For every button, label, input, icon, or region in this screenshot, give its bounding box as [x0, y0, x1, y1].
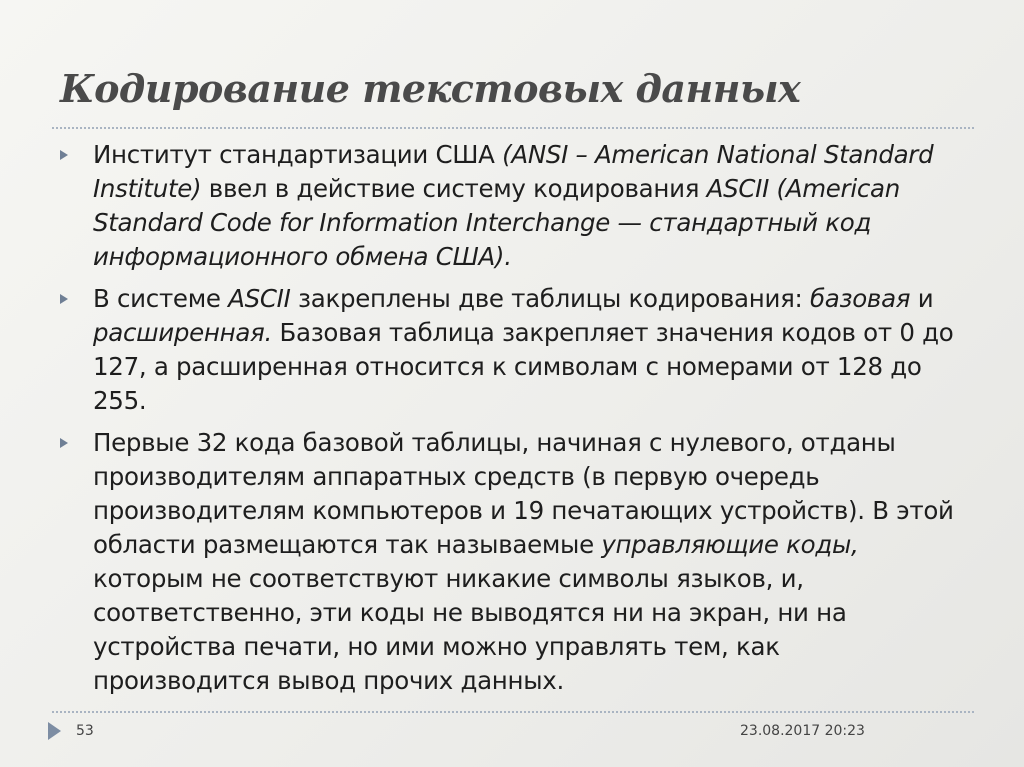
bullet-text-segment: закреплены две таблицы кодирования:: [290, 284, 810, 313]
bullet-text-segment: расширенная.: [93, 318, 272, 347]
bullet-list: [60, 138, 960, 706]
bullet-triangle-icon: [60, 150, 68, 160]
bullet-text-segment: (ANSI – American National Standard Institute): [93, 140, 934, 203]
bullet-item: [60, 426, 960, 698]
slide-date: 23.08.2017 20:23: [740, 723, 865, 739]
bullet-text-segment: ввел в действие систему кодирования: [201, 174, 707, 203]
bullet-text-segment: ASCII (American Standard Code for Information Interchange — стандартный код информационного обмена США).: [93, 174, 900, 271]
bullet-text-segment: Базовая таблица закрепляет значения кодов от 0 до 127, а расширенная относится к символам с номерами от 128 до 255.: [93, 318, 954, 415]
title-divider: [52, 127, 974, 129]
footer-triangle-icon: [48, 722, 61, 740]
slide-number: 53: [76, 723, 94, 739]
bullet-text-segment: Институт стандартизации США: [93, 140, 503, 169]
bullet-text-segment: которым не соответствуют никакие символы языков, и, соответственно, эти коды не выводятся ни на экран, ни на устройства печати, но ими можно управлять тем, как производится вывод прочих данных.: [93, 564, 847, 695]
bullet-triangle-icon: [60, 294, 68, 304]
slide-title: Кодирование текстовых данных: [60, 66, 801, 111]
bullet-triangle-icon: [60, 438, 68, 448]
bullet-item: [60, 282, 960, 418]
bullet-text-segment: и: [910, 284, 934, 313]
bullet-text-segment: базовая: [809, 284, 911, 313]
footer-divider: [52, 711, 974, 713]
bullet-item: [60, 138, 960, 274]
bullet-text-segment: В системе: [93, 284, 229, 313]
bullet-text-segment: ASCII: [228, 284, 291, 313]
bullet-text-segment: управляющие коды,: [601, 530, 859, 559]
bullet-text-segment: Первые 32 кода базовой таблицы, начиная с нулевого, отданы производителям аппаратных средств (в первую очередь производителям компьютеров и 19 печатающих устройств). В этой области размещаются так называемые: [93, 428, 954, 559]
